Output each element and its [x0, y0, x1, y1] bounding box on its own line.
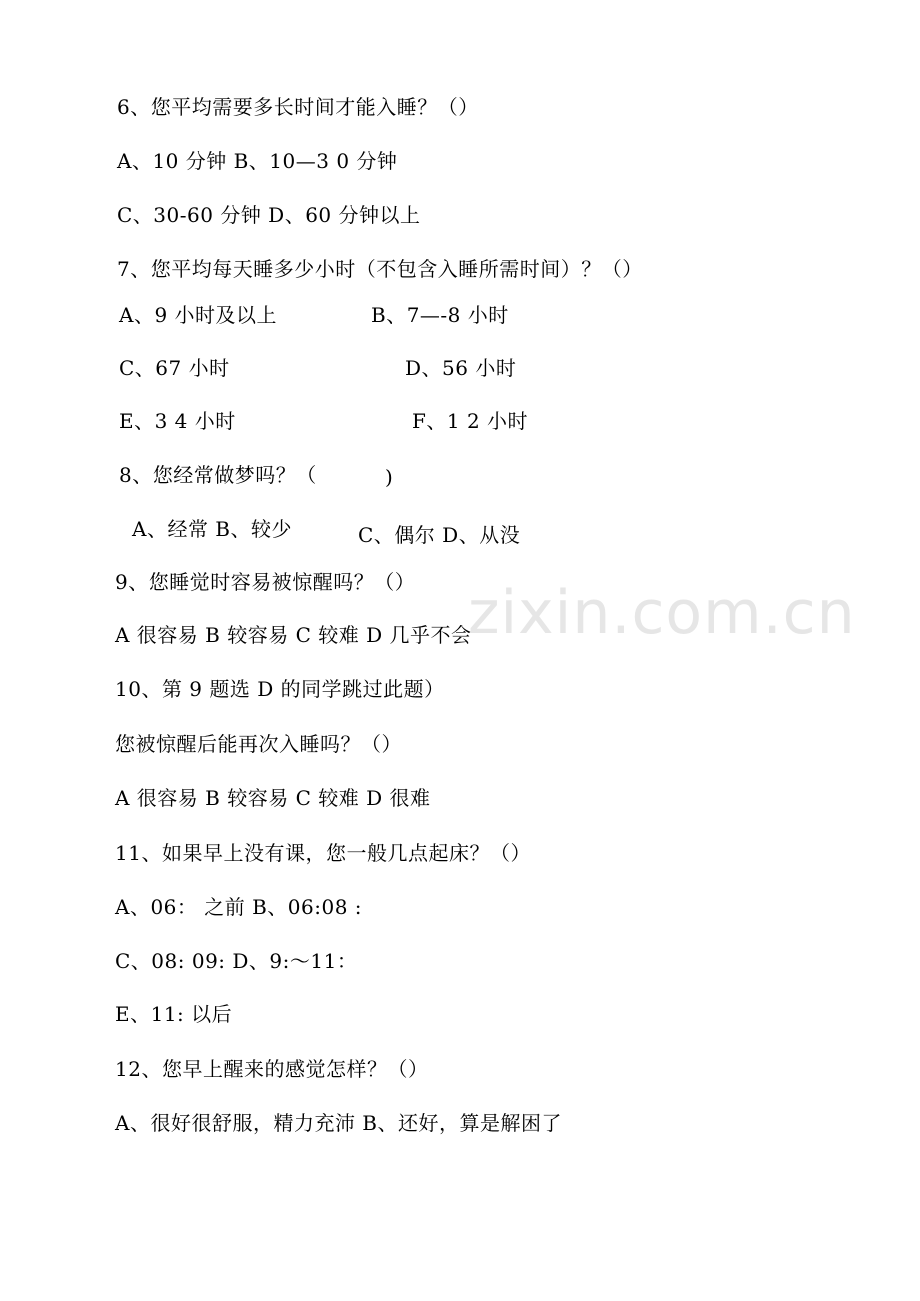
q12-options-line1: A、很好很舒服，精力充沛 B、还好，算是解困了: [115, 1111, 562, 1135]
q7-option-f: F、1 2 小时: [412, 409, 529, 433]
q8-title: 8、您经常做梦吗？（: [119, 463, 317, 487]
q10-title: 10、第 9 题选 D 的同学跳过此题）: [115, 677, 445, 701]
q7-option-d: D、56 小时: [405, 356, 517, 380]
q11-options-line2: C、08: 09: D、9:～11：: [115, 949, 358, 973]
q6-options-line2: C、30-60 分钟 D、60 分钟以上: [117, 203, 421, 227]
q7-option-a: A、9 小时及以上: [119, 303, 278, 327]
q7-title: 7、您平均每天睡多少小时（不包含入睡所需时间）？（）: [117, 257, 643, 281]
q7-option-b: B、7—-8 小时: [371, 303, 509, 327]
q11-options-line1: A、06： 之前 B、06:08 :: [115, 895, 363, 919]
q6-title: 6、您平均需要多长时间才能入睡？（）: [117, 95, 479, 119]
q9-options: A 很容易 B 较容易 C 较难 D 几乎不会: [115, 623, 472, 647]
q8-title-close-paren: ): [385, 465, 394, 489]
q11-options-line3: E、11: 以后: [115, 1002, 233, 1026]
q10-options: A 很容易 B 较容易 C 较难 D 很难: [115, 786, 431, 810]
q12-title: 12、您早上醒来的感觉怎样？（）: [115, 1057, 429, 1081]
q7-option-c: C、67 小时: [119, 356, 230, 380]
q9-title: 9、您睡觉时容易被惊醒吗？（）: [115, 570, 416, 594]
watermark: zixin.com.cn: [468, 578, 856, 648]
q6-options-line1: A、10 分钟 B、10—3 0 分钟: [117, 149, 398, 173]
q10-subtitle: 您被惊醒后能再次入睡吗？（）: [115, 732, 402, 756]
q8-options-right: C、偶尔 D、从没: [358, 523, 521, 547]
q8-options-left: A、经常 B、较少: [132, 517, 292, 541]
q11-title: 11、如果早上没有课，您一般几点起床？（）: [115, 841, 531, 865]
q7-option-e: E、3 4 小时: [119, 409, 236, 433]
